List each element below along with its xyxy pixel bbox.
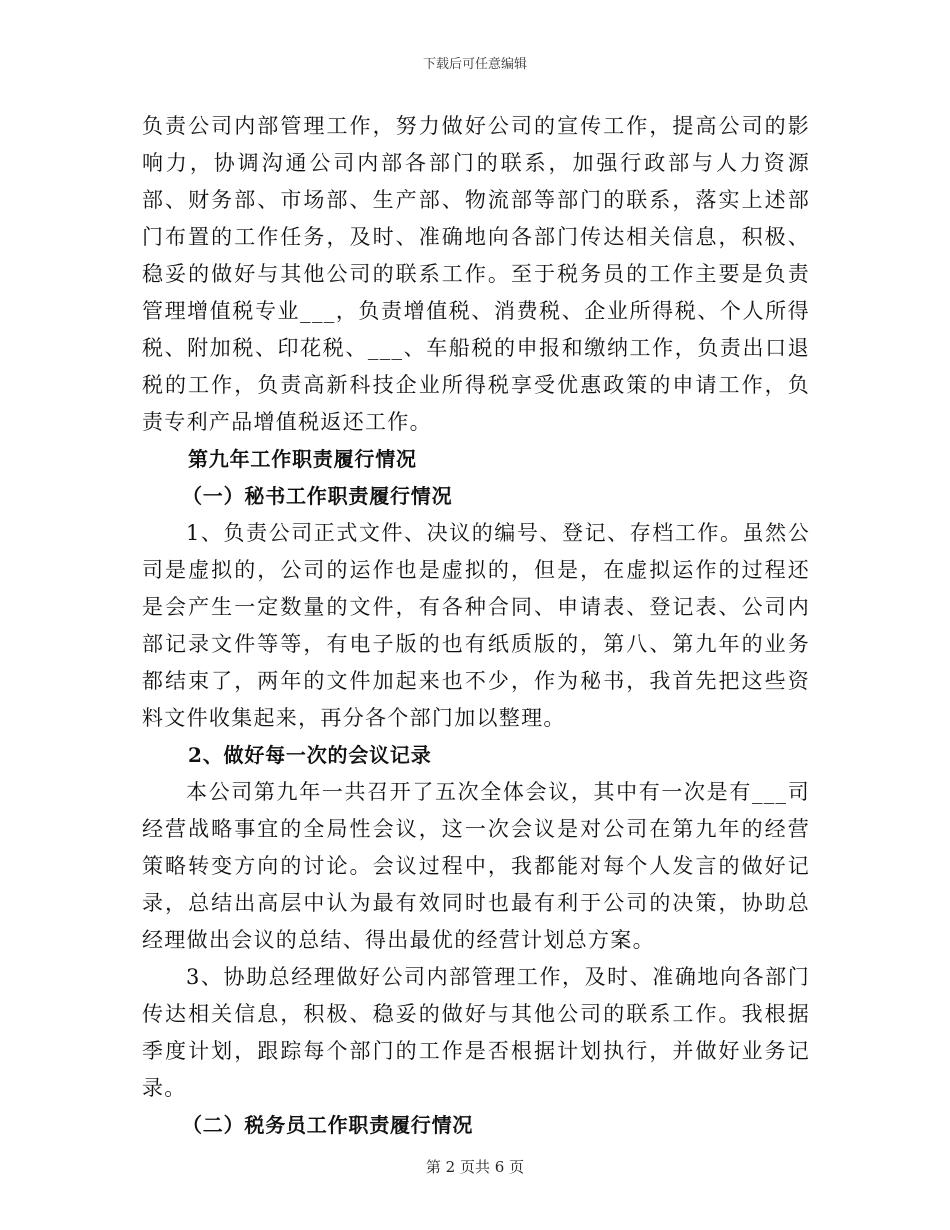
item-heading-meeting-records: 2、做好每一次的会议记录 [188,743,432,767]
document-body [142,108,810,1144]
paragraph-management-and-tax-duties: 负责公司内部管理工作，努力做好公司的宣传工作，提高公司的影响力，协调沟通公司内部各部门的联系，加强行政部与人力资源部、财务部、市场部、生产部、物流部等部门的联系，落实上述部门布置的工作任务，及时、准确地向各部门传达相关信息，积极、稳妥的做好与其他公司的联系工作。至于税务员的工作主要是负责管理增值税专业___，负责增值税、消费税、企业所得税、个人所得税、附加税、印花税、___、车船税的申报和缴纳工作，负责出口退税的工作，负责高新科技企业所得税享受优惠政策的申请工作，负责专利产品增值税返还工作。 [142,114,810,434]
page-footer-page-number: 第 2 页共 6 页 [425,1158,525,1176]
subsection-heading-secretary: （一）秘书工作职责履行情况 [182,484,453,508]
section-heading-ninth-year: 第九年工作职责履行情况 [188,447,417,471]
paragraph-assist-general-manager: 3、协助总经理做好公司内部管理工作，及时、准确地向各部门传达相关信息，积极、稳妥的做好与其他公司的联系工作。我根据季度计划，跟踪每个部门的工作是否根据计划执行，并做好业务记录。 [142,965,810,1100]
subsection-heading-tax-officer: （二）税务员工作职责履行情况 [182,1113,474,1137]
page-header: 下载后可任意编辑 [422,57,527,72]
paragraph-meeting-records: 本公司第九年一共召开了五次全体会议，其中有一次是有___司经营战略事宜的全局性会议，这一次会议是对公司在第九年的经营策略转变方向的讨论。会议过程中，我都能对每个人发言的做好记录，总结出高层中认为最有效同时也最有利于公司的决策，协助总经理做出会议的总结、得出最优的经营计划总方案。 [142,780,810,952]
paragraph-document-filing: 1、负责公司正式文件、决议的编号、登记、存档工作。虽然公司是虚拟的，公司的运作也是虚拟的，但是，在虚拟运作的过程还是会产生一定数量的文件，有各种合同、申请表、登记表、公司内部记录文件等等，有电子版的也有纸质版的，第八、第九年的业务都结束了，两年的文件加起来也不少，作为秘书，我首先把这些资料文件收集起来，再分各个部门加以整理。 [142,521,810,730]
